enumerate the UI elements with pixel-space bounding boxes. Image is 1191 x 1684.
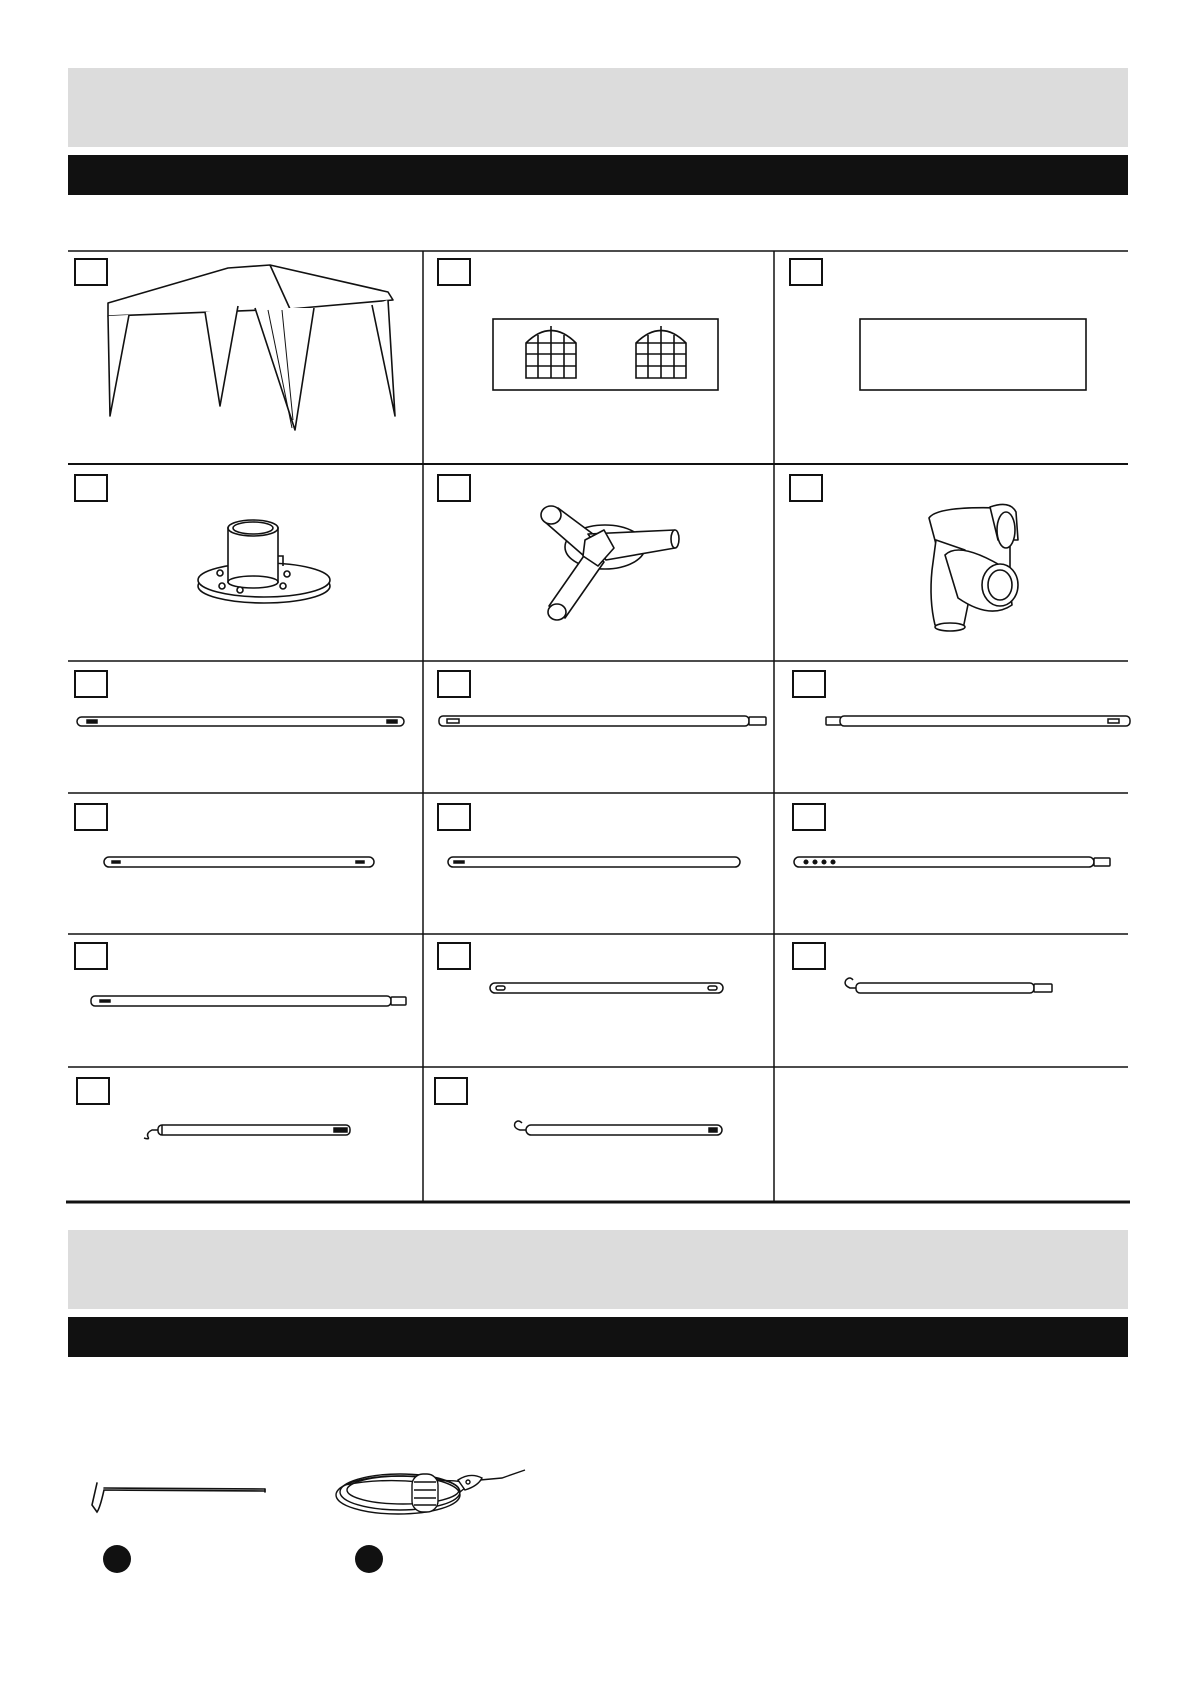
fittings-title-bar [68,1317,1128,1357]
fittings-header-band [68,1230,1128,1309]
ground-peg-drawing [92,1483,265,1512]
pole-7-drawing [91,996,406,1006]
fitting-badge-ground-peg [103,1545,131,1573]
fitting-badge-guy-rope [355,1545,383,1573]
pole-4-drawing [104,857,374,867]
part-box-pole-1 [74,670,108,698]
part-box-foot-plate [74,474,108,502]
pole-5-drawing [448,857,740,867]
part-box-pole-10 [76,1077,110,1105]
pole-10-drawing [144,1125,350,1139]
pole-8-drawing [490,983,723,993]
pole-1-drawing [77,717,404,726]
part-box-pole-9 [792,942,826,970]
plain-wall-drawing [860,319,1086,390]
part-box-pole-6 [792,803,826,831]
pole-3-drawing [826,716,1130,726]
part-box-pole-8 [437,942,471,970]
part-box-pole-2 [437,670,471,698]
part-box-window-wall [437,258,471,286]
part-box-pole-5 [437,803,471,831]
pole-6-drawing [794,857,1110,867]
window-wall-drawing [493,319,718,390]
three-way-connector-drawing [541,506,679,620]
part-box-pole-11 [434,1077,468,1105]
corner-connector-drawing [929,504,1018,631]
canopy-drawing [108,265,395,430]
guy-rope-drawing [336,1470,525,1514]
part-box-pole-4 [74,803,108,831]
foot-plate-drawing [198,520,330,603]
part-box-pole-3 [792,670,826,698]
pole-11-drawing [515,1121,722,1135]
part-box-pole-7 [74,942,108,970]
part-box-canopy [74,258,108,286]
pole-2-drawing [439,716,766,726]
pole-9-drawing [845,978,1052,993]
part-box-corner-connector [789,474,823,502]
part-box-plain-wall [789,258,823,286]
part-box-three-way-connector [437,474,471,502]
